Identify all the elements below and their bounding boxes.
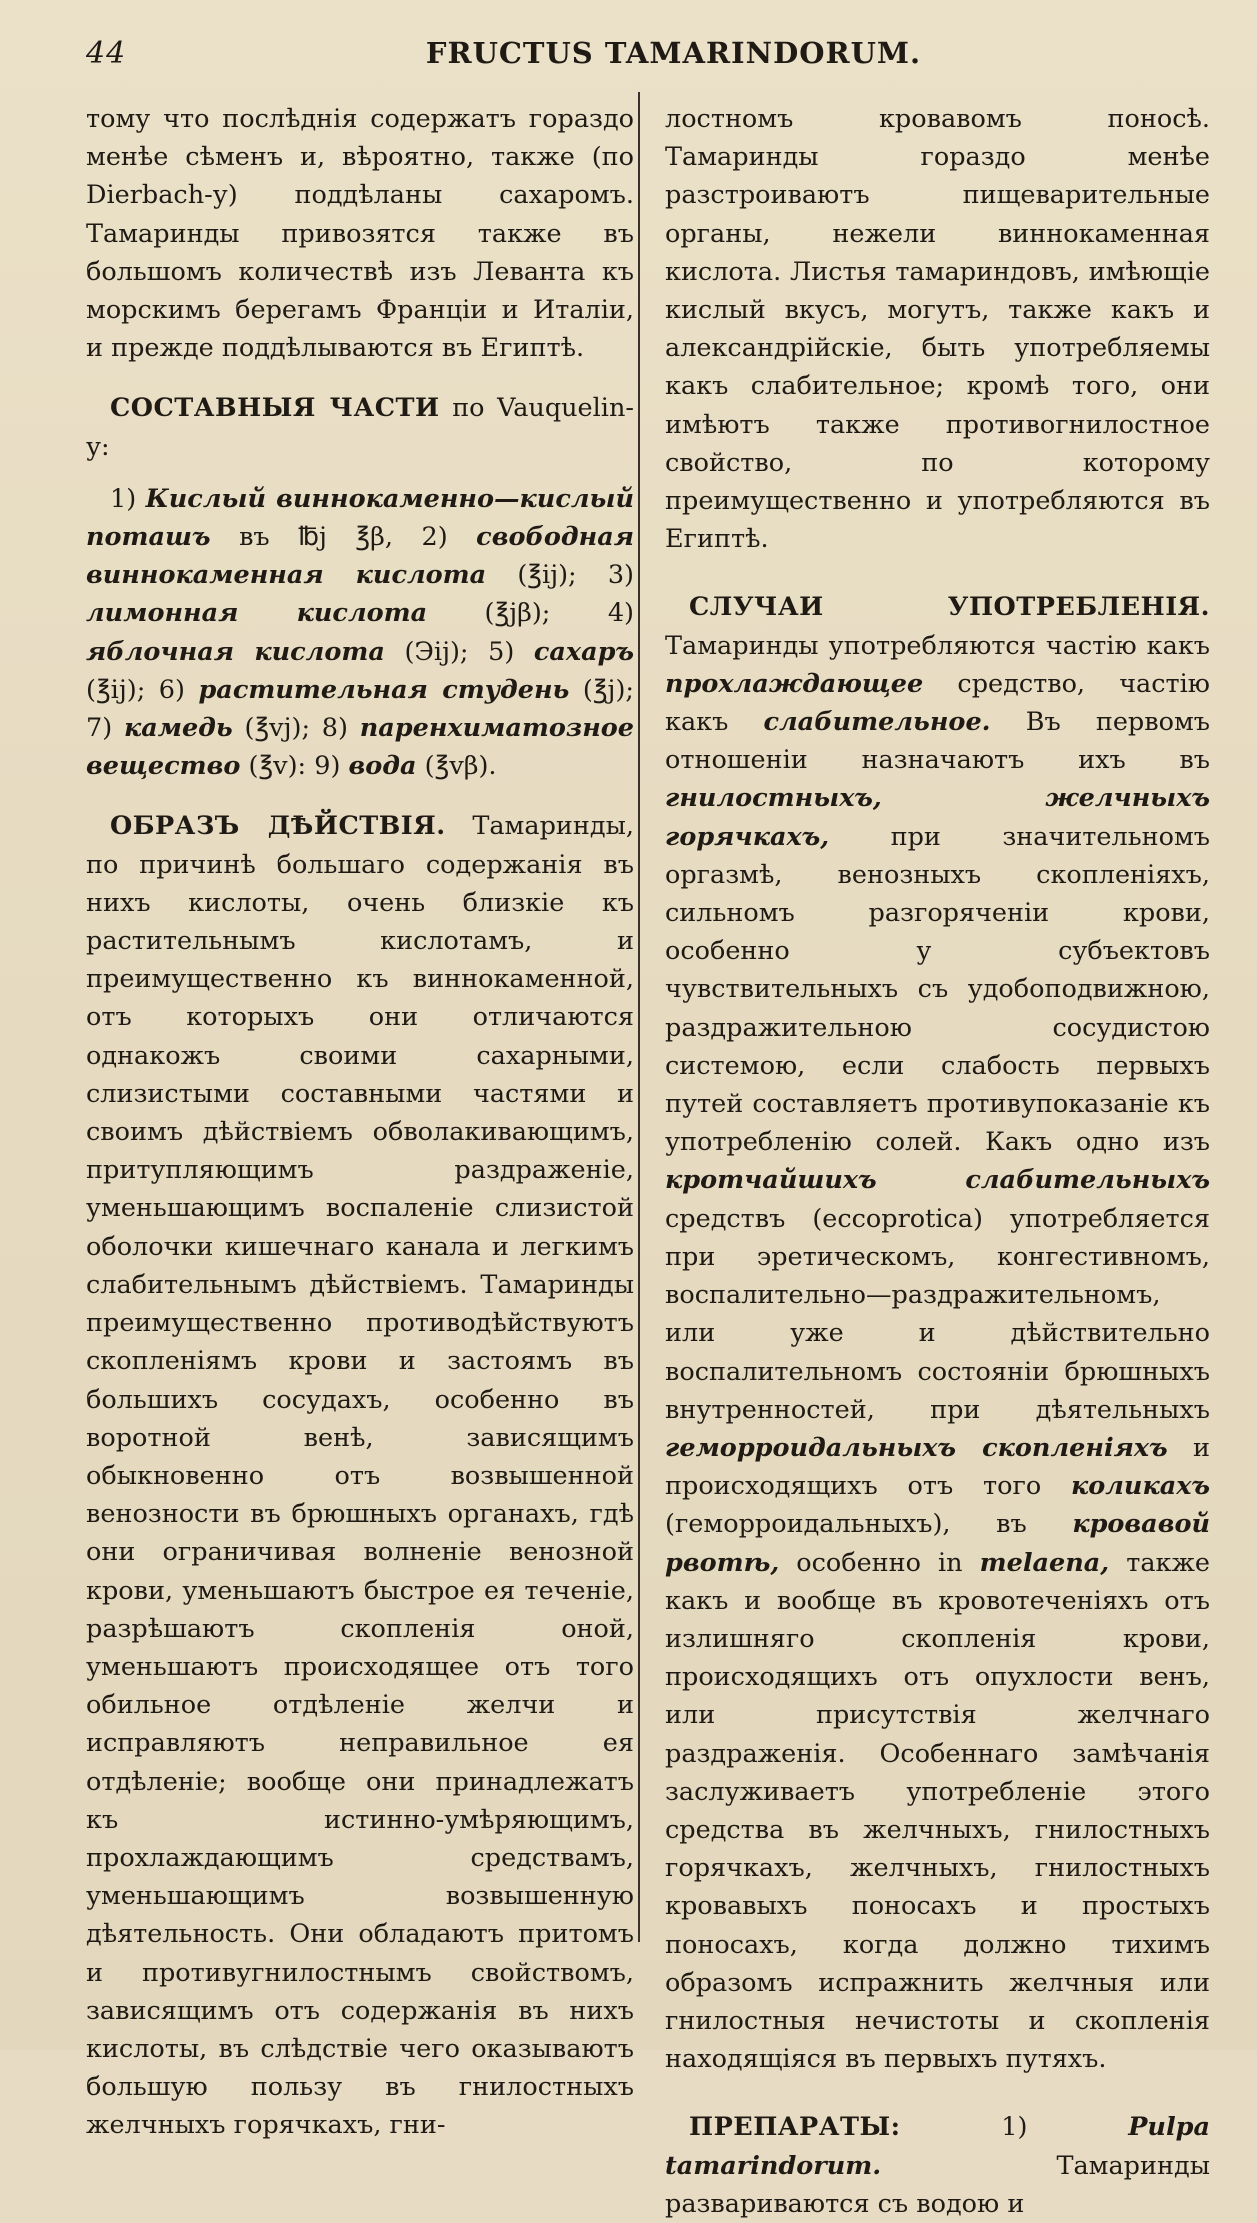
running-title: FRUCTUS TAMARINDORUM. (425, 36, 922, 70)
component-number: 1) (110, 483, 137, 514)
usage-text: средство, частію какъ (665, 668, 1211, 738)
component-name: паренхиматозное вещество (86, 713, 635, 782)
paragraph-action-continuation: лостномъ кровавомъ поносѣ. Тамаринды гораздо менѣе разстроиваютъ пищеварительные органы, нежели виннокаменная кислота. Листья тамариндовъ, имѣющіе кислый вкусъ, могутъ, также какъ и александрійскіе, быть употребляемы какъ слабительное; кромѣ того, они имѣютъ также противогнилостное свойство, по которому преимущественно и употребляются въ Египтѣ. (665, 104, 1210, 555)
component-amount: (℥ij); (517, 560, 577, 591)
component-number: 4) (607, 598, 634, 629)
component-number: 3) (607, 560, 635, 591)
component-name: свободная виннокаменная кислота (86, 522, 635, 591)
right-column (665, 100, 1210, 2223)
component-name: Кислый виннокаменно—кислый поташъ (86, 483, 634, 553)
component-amount: (℥jβ); (484, 598, 551, 629)
component-name: растительная студень (198, 674, 570, 705)
preparation-name: Pulpa tamarindorum. (665, 2112, 1210, 2181)
component-amount: (℥v): (248, 751, 307, 782)
usage-emphasis: кротчайшихъ слабительныхъ (665, 1165, 1210, 1196)
components-intro: по Vauquelin-у: (86, 393, 635, 462)
action-text: Тамаринды, по причинѣ большаго содержанія въ нихъ кислоты, очень близкіе къ растительнымъ кислотамъ, и преимущественно къ виннокаменной, отъ которыхъ они отличаются однакожъ своими сахарными, слизистыми составными частями и своимъ дѣйствіемъ обволакивающимъ, притупляющимъ раздраженіе, уменьшающимъ воспаленіе слизистой оболочки кишечнаго канала и легкимъ слабительнымъ дѣйствіемъ. Тамаринды преимущественно противодѣйствуютъ скопленіямъ крови и застоямъ въ большихъ сосудахъ, особенно въ воротной венѣ, зависящимъ обыкновенно отъ возвышенной венозности въ брюшныхъ органахъ, гдѣ они ограничивая волненіе венозной крови, уменьшаютъ быстрое ея теченіе, разрѣшаютъ скопленія оной, уменьшаютъ происходящее отъ того обильное отдѣленіе желчи и исправляютъ неправильное ея отдѣленіе; вообще они принадлежатъ къ истинно-умѣряющимъ, прохлаждающимъ средствамъ, уменьшающимъ возвышенную дѣятельность. Они обладаютъ притомъ и противугнилостнымъ свойствомъ, зависящимъ отъ содержанія въ нихъ кислоты, въ слѣдствіе чего оказываютъ большую пользу въ гнилостныхъ желчныхъ горячкахъ, гни- (86, 811, 634, 2141)
usage-text: и происходящихъ отъ того (665, 1432, 1210, 1502)
paragraph-intro-continuation: тому что послѣднія содержатъ гораздо менѣе сѣменъ и, вѣроятно, также (по Dierbach-у) поддѣланы сахаромъ. Тамаринды привозятся также въ большомъ количествѣ изъ Леванта къ морскимъ берегамъ Франціи и Италіи, и прежде поддѣлываются въ Египтѣ. (86, 104, 634, 364)
component-number: 2) (421, 522, 448, 553)
page-header (0, 36, 1257, 76)
usage-text: также какъ и вообще въ кровотеченіяхъ отъ излишняго скопленія крови, происходящихъ отъ опухлости венъ, или присутствія желчнаго раздраженія. Особеннаго замѣчанія заслуживаетъ употребленіе этого средства въ желчныхъ, гнилостныхъ горячкахъ, желчныхъ, гнилостныхъ кровавыхъ поносахъ и простыхъ поносахъ, когда должно тихимъ образомъ испражнить желчныя или гнилостныя нечистоты и скопленія находящіяся въ первыхъ путяхъ. (665, 1547, 1211, 2075)
component-name: сахаръ (533, 636, 635, 667)
component-amount: (℥ij); (86, 674, 146, 705)
usage-text: особенно in (796, 1547, 963, 1578)
component-name: лимонная кислота (86, 598, 428, 629)
usage-emphasis: melaena, (979, 1547, 1110, 1578)
section-preparations (665, 2108, 1210, 2223)
preparation-text: Тамаринды развариваются съ водою и (665, 2150, 1210, 2219)
usage-text: средствъ (eccoprotica) употребляется при эретическомъ, конгестивномъ, воспалительно—раздражительномъ, или уже и дѣйствительно воспалительномъ состояніи брюшныхъ внутренностей, при дѣятельныхъ (665, 1203, 1210, 1425)
page-number: 44 (86, 36, 127, 71)
component-number: 7) (86, 713, 113, 744)
usage-emphasis: прохлаждающее (665, 668, 924, 699)
component-amount: (℥vj); (244, 713, 311, 744)
section-action (86, 807, 634, 2144)
section-components (86, 389, 634, 465)
components-list (86, 480, 634, 786)
usage-emphasis: геморроидальныхъ скопленіяхъ (665, 1432, 1168, 1463)
component-name: яблочная кислота (86, 636, 385, 667)
usage-emphasis: гнилостныхъ, желчныхъ горячкахъ, (665, 783, 1210, 852)
usage-text: (геморроидальныхъ), въ (665, 1509, 1027, 1540)
component-name: вода (348, 751, 417, 782)
column-divider (638, 92, 640, 1942)
component-number: 9) (314, 751, 341, 782)
component-number: 6) (158, 674, 185, 705)
left-column (86, 100, 634, 2145)
usage-text: Въ первомъ отношеніи назначаютъ ихъ въ (665, 707, 1211, 776)
component-amount: въ ℔j ℥β, (239, 522, 393, 553)
component-amount: (℥j); (582, 674, 634, 705)
component-number: 8) (321, 713, 348, 744)
section-heading-preparations: ПРЕПАРАТЫ: (689, 2112, 901, 2143)
section-heading-usage: СЛУЧАИ УПОТРЕБЛЕНІЯ. (689, 592, 1210, 623)
section-heading-components: СОСТАВНЫЯ ЧАСТИ (110, 393, 440, 424)
usage-emphasis: слабительное. (763, 707, 991, 738)
preparation-number: 1) (1001, 2112, 1028, 2143)
usage-text: Тамаринды употребляются частію какъ (665, 630, 1210, 661)
section-heading-action: ОБРАЗЪ ДѢЙСТВІЯ. (110, 811, 446, 842)
component-amount: (Эij); (404, 636, 469, 667)
usage-emphasis: коликахъ (1071, 1471, 1210, 1502)
component-amount: (℥vβ). (424, 751, 497, 782)
section-usage (665, 588, 1210, 2078)
component-name: камедь (123, 713, 233, 744)
component-number: 5) (488, 636, 515, 667)
usage-emphasis: кровавой рвотѣ, (665, 1509, 1210, 1578)
usage-text: при значительномъ оргазмѣ, венозныхъ скопленіяхъ, сильномъ разгоряченіи крови, особенно у субъектовъ чувствительныхъ съ удобоподвижною, раздражительною сосудистою системою, если слабость первыхъ путей составляетъ противупоказаніе къ употребленію солей. Какъ одно изъ (665, 821, 1210, 1158)
